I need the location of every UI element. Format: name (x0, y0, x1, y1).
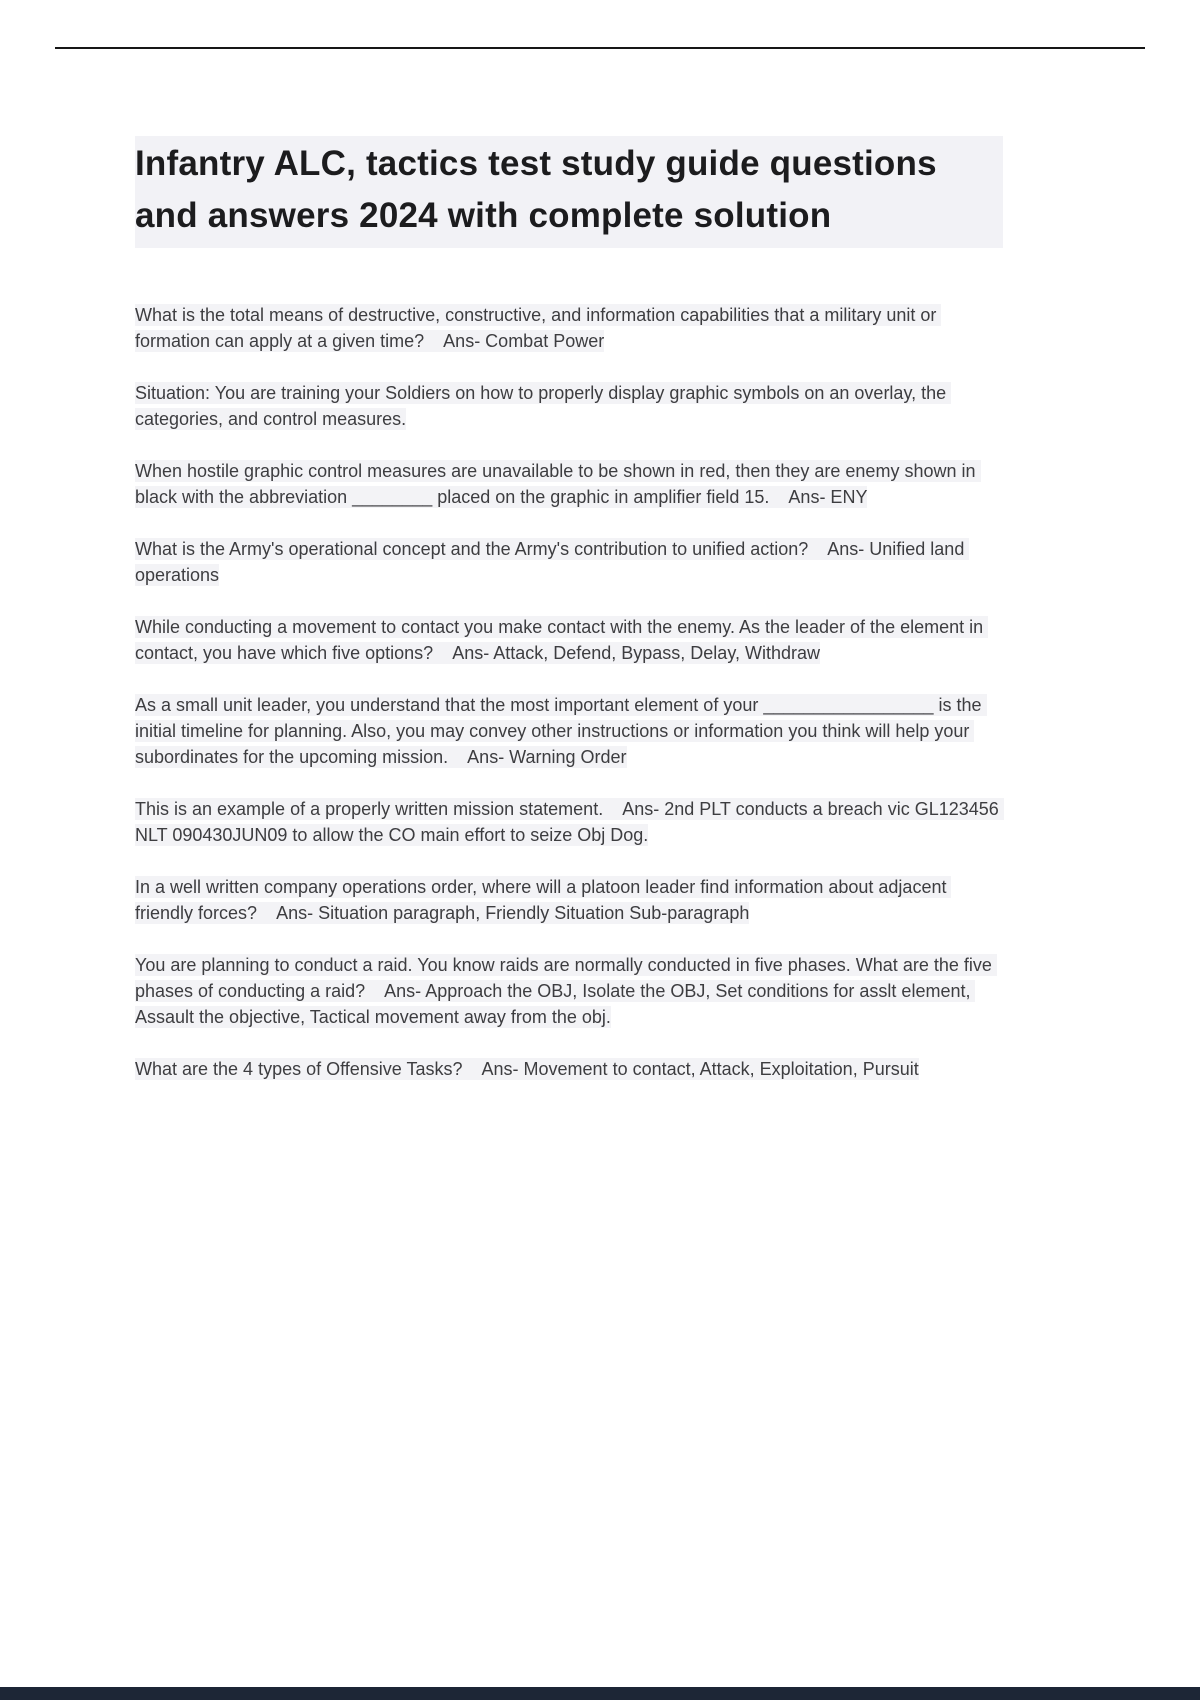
qa-paragraph-text: When hostile graphic control measures are unavailable to be shown in red, then they are enemy shown in black with the abbreviation ________ placed on the graphic in amplifier field 15. Ans- ENY (135, 461, 981, 507)
qa-paragraph-text: You are planning to conduct a raid. You know raids are normally conducted in five phases. What are the five phases of conducting a raid? Ans- Approach the OBJ, Isolate the OBJ, Set conditions for asslt element, Assault the objective, Tactical movement away from the obj. (135, 955, 997, 1027)
qa-paragraph (135, 874, 1003, 926)
document-title: Infantry ALC, tactics test study guide questions and answers 2024 with complete solution (135, 136, 1003, 248)
qa-paragraph (135, 796, 1003, 848)
page-footer-bar (0, 1687, 1200, 1700)
qa-paragraph-text: As a small unit leader, you understand that the most important element of your _________________ is the initial timeline for planning. Also, you may convey other instructions or information you think will help your subordinates for the upcoming mission. Ans- Warning Order (135, 695, 987, 767)
qa-paragraph-text: This is an example of a properly written mission statement. Ans- 2nd PLT conducts a breach vic GL123456 NLT 090430JUN09 to allow the CO main effort to seize Obj Dog. (135, 799, 1004, 845)
qa-paragraph-text: Situation: You are training your Soldiers on how to properly display graphic symbols on an overlay, the categories, and control measures. (135, 383, 952, 429)
qa-paragraph (135, 1056, 1003, 1082)
qa-paragraph (135, 302, 1003, 354)
document-content (135, 136, 1003, 1108)
qa-paragraph (135, 536, 1003, 588)
qa-paragraph-text: In a well written company operations order, where will a platoon leader find information about adjacent friendly forces? Ans- Situation paragraph, Friendly Situation Sub-paragraph (135, 877, 952, 923)
qa-paragraph-text: What is the total means of destructive, constructive, and information capabilities that a military unit or formation can apply at a given time? Ans- Combat Power (135, 305, 942, 351)
top-horizontal-rule (55, 47, 1145, 49)
qa-paragraph-text: While conducting a movement to contact you make contact with the enemy. As the leader of the element in contact, you have which five options? Ans- Attack, Defend, Bypass, Delay, Withdraw (135, 617, 989, 663)
qa-paragraph (135, 692, 1003, 770)
qa-paragraph (135, 952, 1003, 1030)
qa-paragraph (135, 380, 1003, 432)
qa-paragraph (135, 458, 1003, 510)
qa-paragraph (135, 614, 1003, 666)
qa-paragraph-text: What are the 4 types of Offensive Tasks? Ans- Movement to contact, Attack, Exploitation, Pursuit (135, 1059, 919, 1079)
qa-paragraph-text: What is the Army's operational concept and the Army's contribution to unified action? Ans- Unified land operations (135, 539, 970, 585)
